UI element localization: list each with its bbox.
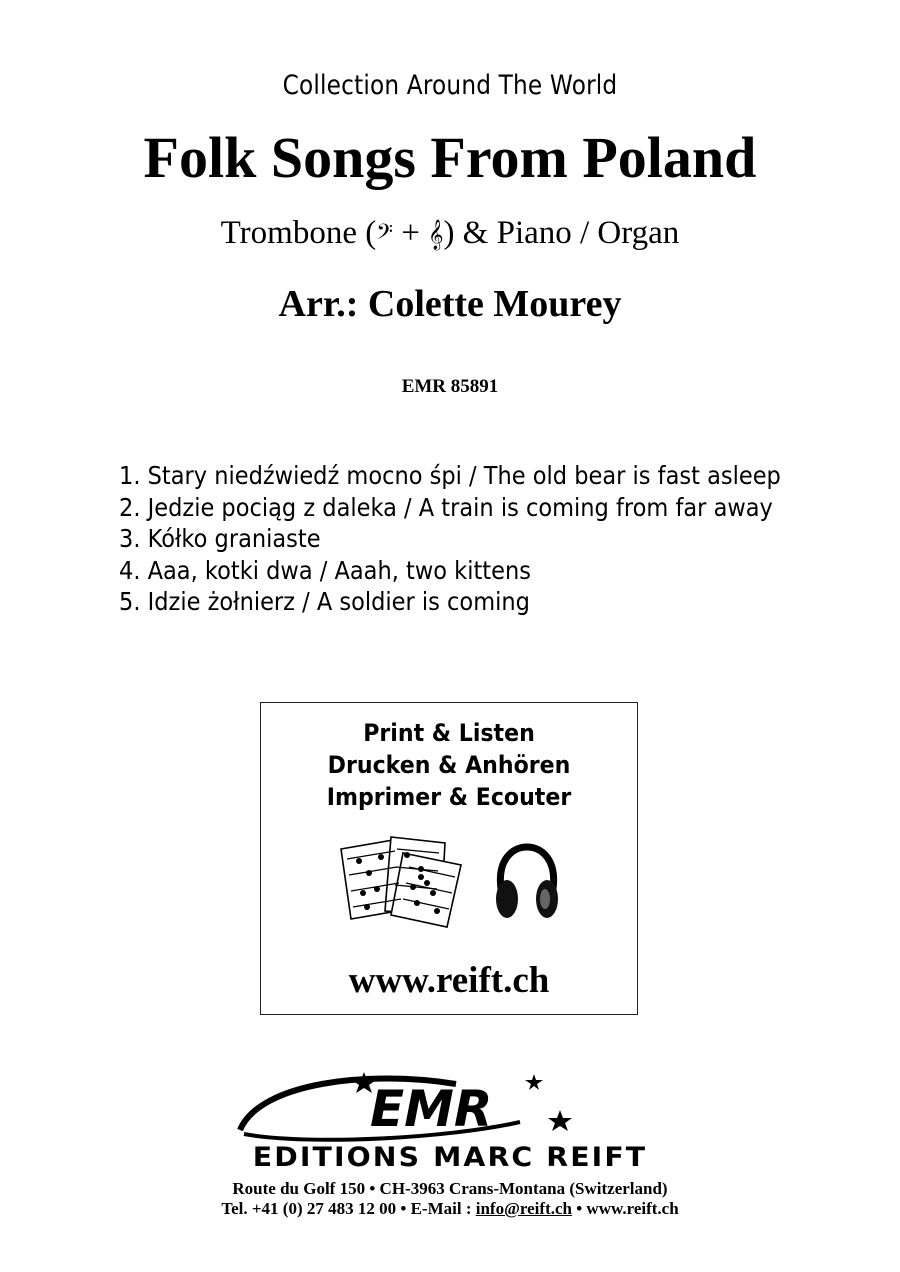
catalog-number: EMR 85891 xyxy=(401,376,499,397)
contact-web[interactable]: • www.reift.ch xyxy=(571,1199,679,1218)
instrument-prefix: Trombone ( xyxy=(220,215,377,251)
treble-clef-icon: 𝄞 xyxy=(428,220,444,250)
song-item: 3. Kółko graniaste xyxy=(119,524,321,553)
song-item: 4. Aaa, kotki dwa / Aaah, two kittens xyxy=(119,555,531,585)
song-item: 1. Stary niedźwiedź mocno śpi / The old bear is fast asleep xyxy=(119,461,781,490)
song-list xyxy=(119,460,803,618)
headphones-icon xyxy=(491,843,563,923)
bass-clef-icon: 𝄢 xyxy=(376,220,393,250)
publisher-name: EDITIONS MARC REIFT xyxy=(252,1142,648,1173)
instrument-suffix: ) & Piano / Organ xyxy=(443,215,680,251)
arranger: Arr.: Colette Mourey xyxy=(278,283,622,325)
series-title: Collection Around The World xyxy=(282,70,618,101)
song-item: 2. Jedzie pociąg z daleka / A train is coming from far away xyxy=(119,492,773,522)
instrumentation: Trombone (𝄢 + 𝄞) & Piano / Organ xyxy=(220,215,680,251)
website-link[interactable]: www.reift.ch xyxy=(348,960,550,1001)
print-listen-en: Print & Listen xyxy=(363,719,535,747)
print-listen-box xyxy=(260,702,638,1015)
email-link[interactable]: info@reift.ch xyxy=(475,1199,572,1218)
sheet-music-icon xyxy=(337,833,467,929)
print-listen-de: Drucken & Anhören xyxy=(327,751,571,779)
publisher-contact xyxy=(0,1199,900,1219)
emr-logo-icon xyxy=(220,1068,680,1142)
song-item: 5. Idzie żołnierz / A soldier is coming xyxy=(119,587,530,616)
contact-tel: Tel. +41 (0) 27 483 12 00 • E-Mail : xyxy=(221,1199,476,1218)
publisher-address: Route du Golf 150 • CH-3963 Crans-Montana (Switzerland) xyxy=(232,1179,668,1198)
print-listen-fr: Imprimer & Ecouter xyxy=(326,783,572,811)
page-title: Folk Songs From Poland xyxy=(143,125,757,190)
logo-text: EMR xyxy=(370,1080,493,1138)
